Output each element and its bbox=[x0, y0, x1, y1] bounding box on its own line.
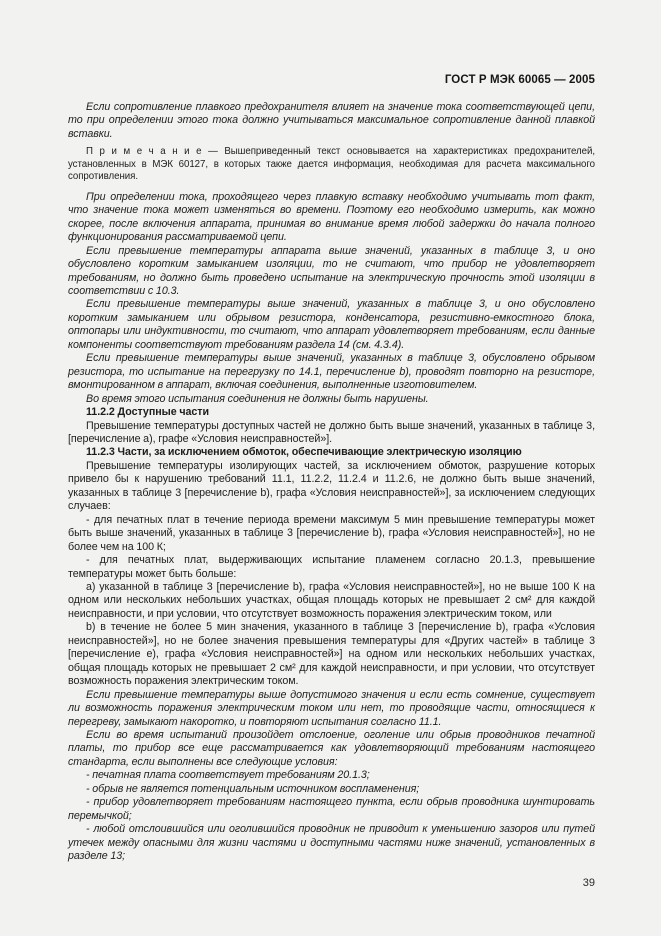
clause-heading-11-2-3: 11.2.3 Части, за исключением обмоток, обеспечивающие электрическую изоляцию bbox=[86, 446, 522, 459]
para-current-measurement: При определении тока, проходящего через плавкую вставку необходимо учитывать тот факт, что значение тока может изменяться во времени. Поэтому его необходимо измерить, как можно скорее, после включения аппарата, принимая во внимание время любой задержки до начала полного функционирования рассматриваемой цепи. bbox=[68, 190, 595, 244]
list-item-pcb-5min: - для печатных плат в течение периода времени максимум 5 мин превышение температуры может быть выше значений, указанных в таблице 3 [перечисление b), графа «Условия неисправностей»], но не более чем на 100 К; bbox=[68, 513, 595, 553]
list-item-jumper-shunt: - прибор удовлетворяет требованиям настоящего пункта, если обрыв проводника шунтировать перемычкой; bbox=[68, 796, 595, 822]
list-item-b-table3: b) в течение не более 5 мин значения, указанного в таблице 3 [перечисление b), графа «Условия неисправностей»], но не более значения превышения температуры для «Других частей» в таблице 3 [перечисление е), графа «Условия неисправностей»] на одном или нескольких небольших участках, общая площадь которых не превышает 2 см² для каждой неисправности, и при условии, что отсутствует возможность поражения электрическим током. bbox=[68, 621, 595, 688]
para-fuse-resistance: Если сопротивление плавкого предохранителя влияет на значение тока соответствующей цепи, то при определении этого тока должно учитываться максимальное сопротивление данной плавкой вставки. bbox=[68, 101, 595, 140]
list-item-clearances-creepage: - любой отслоившийся или оголившийся проводник не приводит к уменьшению зазоров или путей утечек между опасными для жизни частями и доступными частями ниже значений, установленных в разделе 13; bbox=[68, 823, 595, 863]
clause-heading-11-2-2: 11.2.2 Доступные части bbox=[86, 406, 209, 419]
list-item-pcb-complies-20-1-3: - печатная плата соответствует требованиям 20.1.3; bbox=[86, 769, 370, 782]
para-connections-not-broken: Во время этого испытания соединения не должны быть нарушены. bbox=[86, 392, 429, 405]
list-item-pcb-flame-test: - для печатных плат, выдерживающих испытание пламенем согласно 20.1.3, превышение температуры может быть больше: bbox=[68, 554, 595, 580]
para-accessible-parts: Превышение температуры доступных частей не должно быть выше значений, указанных в таблице 3, [перечисление а), графе «Условия неисправностей»]. bbox=[68, 419, 595, 446]
clause-text-block bbox=[68, 101, 595, 864]
para-temperature-resistor-break: Если превышение температуры выше значений, указанных в таблице 3, обусловлено обрывом резистора, то испытание на перегрузку по 14.1, перечисление b), проводят повторно на резисторе, вмонтированном в аппарат, включая соединения, выполненные изготовителем. bbox=[68, 352, 595, 392]
para-insulating-parts: Превышение температуры изолирующих частей, за исключением обмоток, разрушение которых привело бы к нарушению требований 11.1, 11.2.2, 11.2.4 и 11.2.6, не должно быть выше значений, указанных в таблице 3 [перечисление b), графа «Условия неисправностей»], за исключением следующих случаев: bbox=[68, 459, 595, 513]
list-item-a-table3: а) указанной в таблице 3 [перечисление b), графа «Условия неисправностей»], но не выше 100 К на одном или нескольких небольших участках, общая площадь которых не превышает 2 см² для каждой неисправности, и при условии, что отсутствует возможность поражения электрическим током, или bbox=[68, 581, 595, 620]
page-content bbox=[68, 0, 595, 889]
list-item-break-not-ignition-source: - обрыв не является потенциальным источником воспламенения; bbox=[86, 782, 420, 795]
para-temperature-insulation-short: Если превышение температуры аппарата выше значений, указанных в таблице 3, и оно обусловлено коротким замыканием изоляции, то не считают, что прибор не удовлетворяет требованиям, но должно быть проведено испытание на электрическую прочность этой изоляции в соответствии с 10.3. bbox=[68, 244, 595, 298]
document-header-designation: ГОСТ Р МЭК 60065 — 2005 bbox=[444, 74, 595, 86]
page-number: 39 bbox=[582, 876, 595, 889]
para-doubt-electric-shock: Если превышение температуры выше допустимого значения и если есть сомнение, существует ли возможность поражения электрическим током или нет, то проводящие части, относящиеся к перегреву, замыкают накоротко, и повторяют испытания согласно 11.1. bbox=[68, 688, 595, 728]
para-temperature-component-short: Если превышение температуры выше значений, указанных в таблице 3, и оно обусловлено коротким замыканием или обрывом резистора, конденсатора, резистивно-емкостного блока, оптопары или индуктивности, то считают, что аппарат удовлетворяет требованиям, если данные компоненты соответствуют требованиям раздела 14 (см. 4.3.4). bbox=[68, 298, 595, 351]
para-pcb-delamination-conditions: Если во время испытаний произойдет отслоение, оголение или обрыв проводников печатной платы, то прибор все еще рассматривается как удовлетворяющий требованиям настоящего стандарта, если выполнены все следующие условия: bbox=[68, 728, 595, 768]
note-paragraph: П р и м е ч а н и е — Вышеприведенный текст основывается на характеристиках предохранителей, установленных в МЭК 60127, в которых также дается информация, необходимая для расчета максимального сопротивления. bbox=[68, 146, 595, 183]
